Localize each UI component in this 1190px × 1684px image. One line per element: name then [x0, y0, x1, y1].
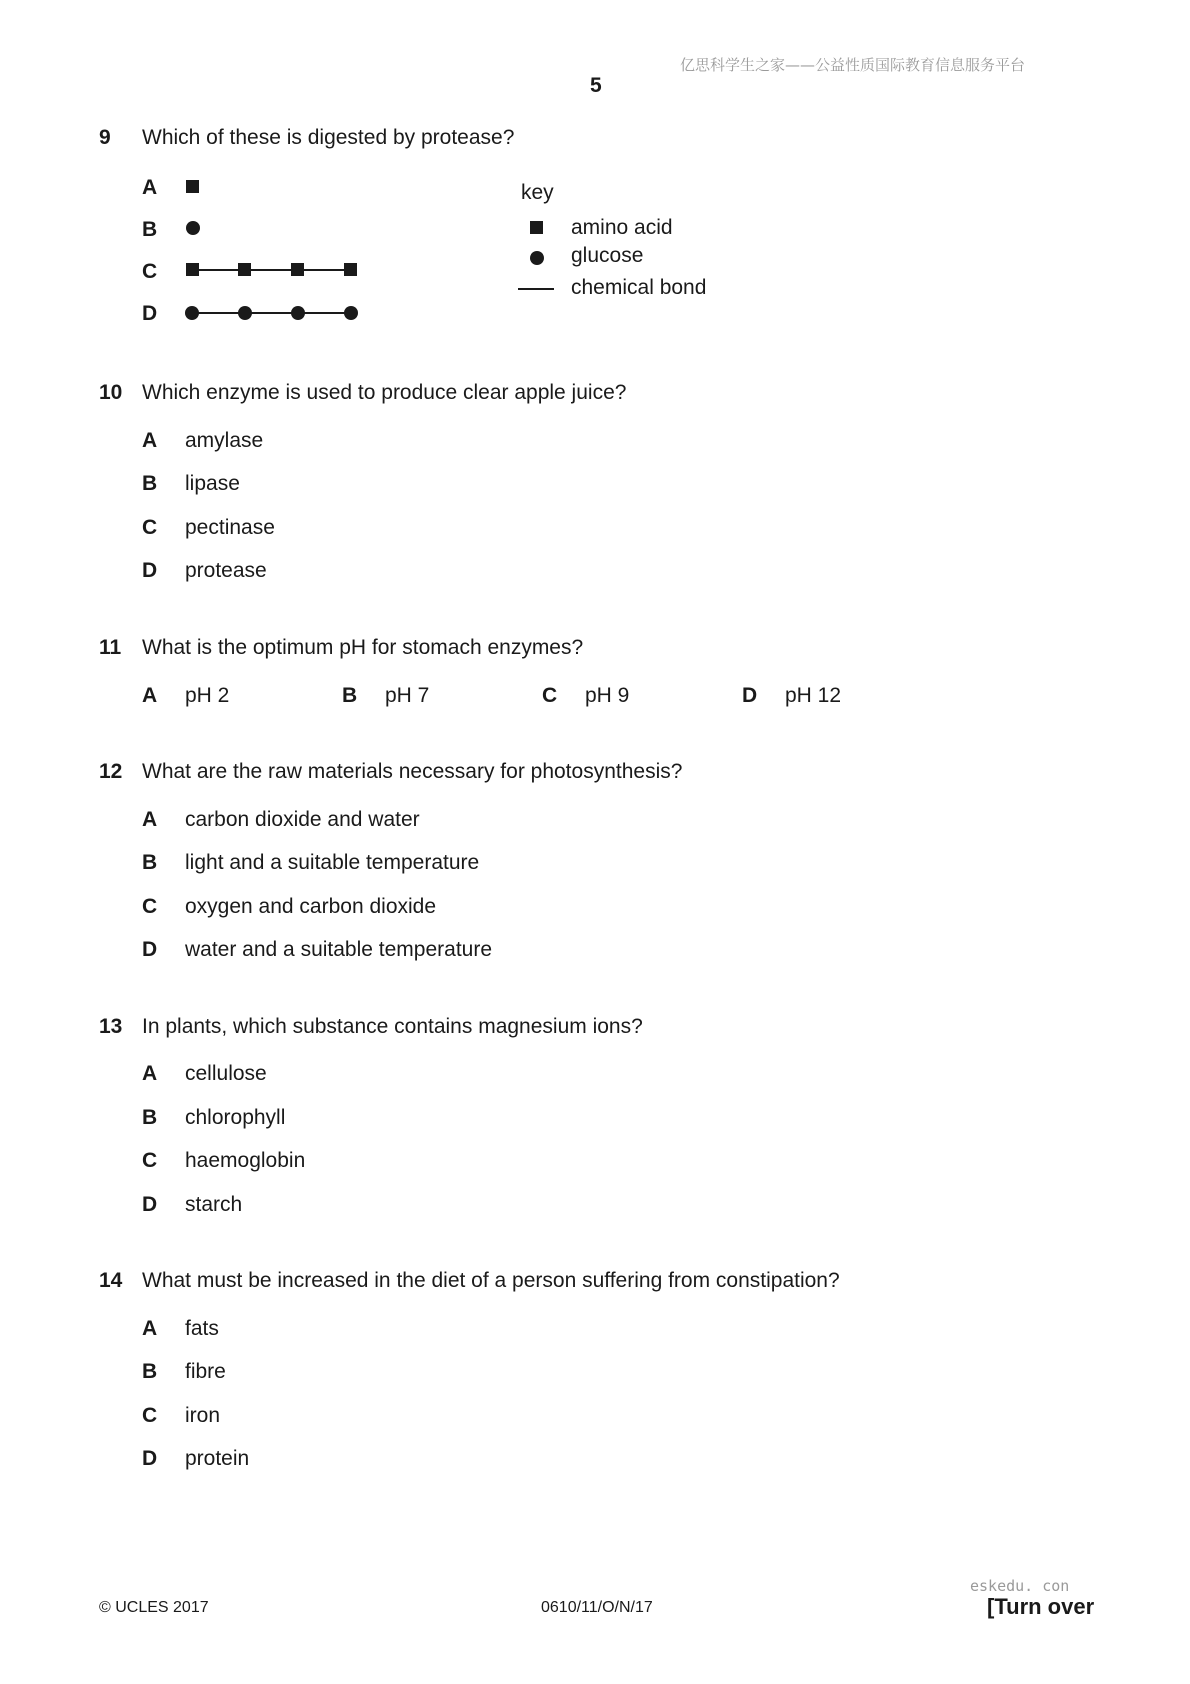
q14-option-b-letter: B — [142, 1360, 158, 1383]
q13-option-a-letter: A — [142, 1062, 158, 1085]
q10-option-b-text: lipase — [185, 472, 240, 495]
key-amino-acid-square-icon — [530, 221, 543, 234]
q14-option-d-letter: D — [142, 1447, 158, 1470]
key-glucose-label: glucose — [571, 244, 644, 267]
footer-copyright: © UCLES 2017 — [99, 1599, 209, 1616]
q12-option-b-letter: B — [142, 851, 158, 874]
q9-d-dot-2 — [238, 306, 252, 320]
q10-option-c-text: pectinase — [185, 516, 275, 539]
q9-option-b-letter: B — [142, 218, 158, 241]
q14-option-a-letter: A — [142, 1317, 158, 1340]
q12-option-b-text: light and a suitable temperature — [185, 851, 480, 874]
q9-c-square-1 — [186, 263, 199, 276]
q13-option-b-letter: B — [142, 1106, 158, 1129]
q13-option-c-letter: C — [142, 1149, 158, 1172]
q12-option-a-letter: A — [142, 808, 158, 831]
q11-option-b-text: pH 7 — [385, 684, 430, 707]
q14-option-c-text: iron — [185, 1404, 221, 1427]
q10-option-a-letter: A — [142, 429, 158, 452]
q9-c-square-2 — [238, 263, 251, 276]
q9-c-square-3 — [291, 263, 304, 276]
question-13-text: In plants, which substance contains magnesium ions? — [142, 1015, 643, 1038]
q11-option-a-letter: A — [142, 684, 158, 707]
q13-option-c-text: haemoglobin — [185, 1149, 306, 1172]
q10-option-a-text: amylase — [185, 429, 264, 452]
question-14-text: What must be increased in the diet of a person suffering from constipation? — [142, 1269, 840, 1292]
question-10-text: Which enzyme is used to produce clear apple juice? — [142, 381, 627, 404]
q11-option-c-text: pH 9 — [585, 684, 630, 707]
turn-over-label: [Turn over — [987, 1594, 1095, 1619]
q13-option-d-text: starch — [185, 1193, 243, 1216]
q11-option-a-text: pH 2 — [185, 684, 230, 707]
q14-option-b-text: fibre — [185, 1360, 226, 1383]
q14-option-d-text: protein — [185, 1447, 250, 1470]
question-12-text: What are the raw materials necessary for photosynthesis? — [142, 760, 683, 783]
q12-option-d-text: water and a suitable temperature — [185, 938, 493, 961]
q13-option-b-text: chlorophyll — [185, 1106, 286, 1129]
q12-option-c-text: oxygen and carbon dioxide — [185, 895, 437, 918]
q11-option-d-letter: D — [742, 684, 758, 707]
key-title: key — [521, 181, 554, 204]
q11-option-d-text: pH 12 — [785, 684, 842, 707]
question-13-number: 13 — [99, 1015, 123, 1038]
header-watermark: 亿思科学生之家——公益性质国际教育信息服务平台 — [680, 56, 1026, 74]
key-glucose-dot-icon — [530, 251, 544, 265]
q14-option-a-text: fats — [185, 1317, 219, 1340]
q9-b-glucose-dot — [186, 221, 200, 235]
q9-option-d-letter: D — [142, 302, 158, 325]
q10-option-d-letter: D — [142, 559, 158, 582]
q14-option-c-letter: C — [142, 1404, 158, 1427]
key-amino-acid-label: amino acid — [571, 216, 673, 239]
page-number: 5 — [590, 74, 602, 97]
q9-d-dot-4 — [344, 306, 358, 320]
q9-c-bond-line — [192, 269, 350, 271]
key-chemical-bond-line-icon — [518, 288, 554, 290]
key-chemical-bond-label: chemical bond — [571, 276, 707, 299]
q9-option-c-letter: C — [142, 260, 158, 283]
footer-paper-code: 0610/11/O/N/17 — [541, 1599, 653, 1616]
q9-d-dot-3 — [291, 306, 305, 320]
q11-option-c-letter: C — [542, 684, 558, 707]
q9-option-a-letter: A — [142, 176, 158, 199]
q12-option-d-letter: D — [142, 938, 158, 961]
q10-option-b-letter: B — [142, 472, 158, 495]
q9-d-dot-1 — [185, 306, 199, 320]
footer-watermark: eskedu. con — [970, 1577, 1070, 1595]
q12-option-c-letter: C — [142, 895, 158, 918]
q9-d-bond-line — [192, 312, 350, 314]
question-14-number: 14 — [99, 1269, 123, 1292]
question-11-number: 11 — [99, 636, 122, 659]
question-9-number: 9 — [99, 126, 111, 149]
q9-c-square-4 — [344, 263, 357, 276]
q9-a-amino-acid-square — [186, 180, 199, 193]
q11-option-b-letter: B — [342, 684, 358, 707]
q13-option-d-letter: D — [142, 1193, 158, 1216]
q12-option-a-text: carbon dioxide and water — [185, 808, 420, 831]
question-11-text: What is the optimum pH for stomach enzymes? — [142, 636, 584, 659]
question-12-number: 12 — [99, 760, 123, 783]
question-9-text: Which of these is digested by protease? — [142, 126, 515, 149]
q10-option-c-letter: C — [142, 516, 158, 539]
question-10-number: 10 — [99, 381, 123, 404]
q13-option-a-text: cellulose — [185, 1062, 267, 1085]
q10-option-d-text: protease — [185, 559, 267, 582]
